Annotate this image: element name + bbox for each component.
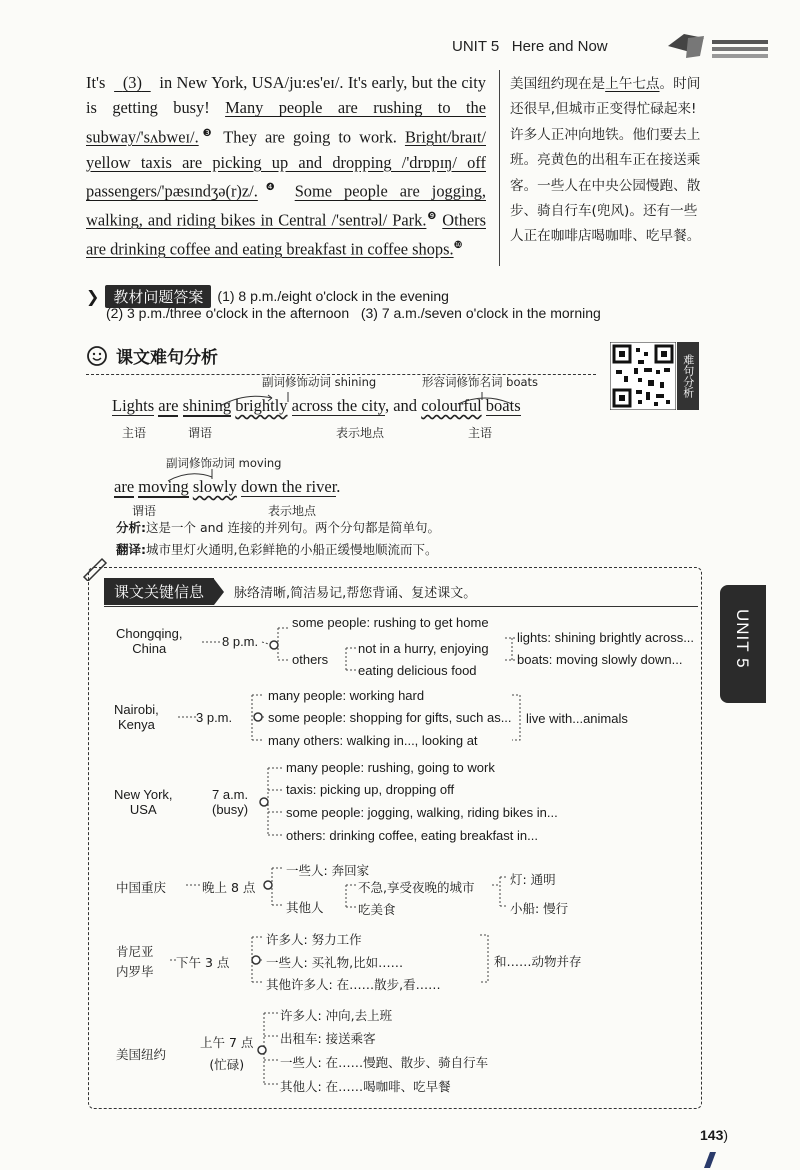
cn-ny-2: 出租车: 接送乘客 [280,1031,376,1046]
label-subject: 主语 [122,426,147,440]
cn-cq-city: 中国重庆 [116,880,167,895]
key-info-tag: 课文关键信息 [104,578,214,605]
corner-mark-icon [700,1148,724,1168]
conjunction: , and [384,396,418,415]
cn-cq-time: 晚上 8 点 [202,880,256,895]
analysis-text: 这是一个 and 连接的并列句。两个分句都是简单句。 [146,520,440,535]
cq-boats: boats: moving slowly down... [517,652,683,667]
cn-nb-time: 下午 3 点 [176,955,230,970]
ny-city [114,787,173,817]
adjective-word: colourful [421,396,482,415]
chevron-right-icon: ❯ [86,286,100,306]
side-tab-label: UNIT 5 [733,609,752,669]
label-predicate-2: 谓语 [132,504,157,518]
time: 7 a.m. [212,787,249,802]
nb-1: many people: working hard [268,688,425,703]
ny-4: others: drinking coffee, eating breakfast in... [286,828,538,843]
bracket-deco: ) [723,1127,729,1143]
cn-nb-1: 许多人: 努力工作 [266,932,362,947]
cn-ny-time [200,1032,253,1076]
cn-ny-4: 其他人: 在……喝咖啡、吃早餐 [280,1079,451,1094]
qr-label: 难句分析 [677,342,699,410]
label-predicate: 谓语 [188,426,213,440]
cn-nb-3: 其他许多人: 在……散步,看…… [266,977,441,992]
place-phrase: across the city [291,396,385,415]
predicate-word: shining [182,396,232,415]
nb-3: many others: walking in..., looking at [268,733,478,748]
subject-word: Lights [112,396,155,415]
busy-note: (忙碌) [209,1057,245,1072]
city-name: New York, [114,787,173,802]
cq-city [116,626,183,656]
nb-2: some people: shopping for gifts, such as... [268,710,512,725]
cn-ny-3: 一些人: 在……慢跑、散步、骑自行车 [280,1055,489,1070]
adverb-word: slowly [192,477,237,496]
predicate-word: are [114,477,135,496]
note-adjective-boats: 形容词修饰名词 boats [422,375,539,389]
passage-sentence: Some people are jogging, walking, and riding bikes in Central /'sentrəl/ Park. [86,181,486,230]
time: 上午 7 点 [200,1035,254,1050]
passage-sentence: Many people are rushing to the subway/'sʌbweɪ/. [86,98,486,147]
translation-label: 翻译: [116,542,146,557]
note-adverb-moving: 副词修饰动词 moving [166,456,282,470]
city-name: 内罗毕 [116,964,154,979]
city-name: Chongqing, [116,626,183,641]
cn-cq-1: 一些人: 奔回家 [286,863,370,878]
cq-o2: eating delicious food [358,663,477,678]
translation-highlight: 上午七点 [605,76,660,92]
header-title: Here and Now [511,38,608,55]
translation-text: 城市里灯火通明,色彩鲜艳的小船正缓慢地顺流而下。 [146,542,438,557]
cn-nb-2: 一些人: 买礼物,比如…… [266,955,404,970]
ny-3: some people: jogging, walking, riding bikes in... [286,805,558,820]
passage-text: in New York, USA/ju:es'eɪ/. It's early, but the city is getting busy! [86,73,486,118]
city-name: Nairobi, [114,702,159,717]
cn-ny-1: 许多人: 冲向,去上班 [280,1008,393,1023]
answer-2: (2) 3 p.m./three o'clock in the afternoon [106,305,350,321]
label-subject-2: 主语 [468,426,493,440]
note-marker: ❸ [198,127,216,139]
cn-cq-boats: 小船: 慢行 [510,901,569,916]
label-place: 表示地点 [336,426,385,440]
country-name: USA [129,802,157,817]
cn-ny-city: 美国纽约 [116,1047,167,1062]
ny-2: taxis: picking up, dropping off [286,782,455,797]
answer-1: (1) 8 p.m./eight o'clock in the evening [217,288,449,304]
page-number-text: 143 [700,1127,724,1143]
header-unit: UNIT 5 [452,38,500,55]
cn-cq-others: 其他人 [286,900,324,915]
cq-time: 8 p.m. [222,634,259,649]
period: . [336,477,341,496]
passage-sentence: They are going to work. [223,127,397,147]
cq-others: others [292,652,329,667]
cn-nb-city [116,942,154,982]
note-marker: ❾ [426,210,438,222]
cn-cq-o2: 吃美食 [358,902,396,917]
cq-o1: not in a hurry, enjoying [358,641,489,656]
cq-some: some people: rushing to get home [292,615,489,630]
adverb-word: brightly [235,396,288,415]
subject-word: boats [485,396,521,415]
translation-text: 。时间还很早,但城市正变得忙碌起来!许多人正冲向地铁。他们要去上班。亮黄色的出租车正在接送乘客。一些人在中央公园慢跑、散步、骑自行车(兜风)。还有一些人正在咖啡店喝咖啡、吃早餐。 [510,76,701,245]
cn-nb-right: 和……动物并存 [494,954,582,969]
analysis-label: 分析: [116,520,146,535]
answer-blank: (3) [122,73,142,92]
answer-3: (3) 7 a.m./seven o'clock in the morning [360,305,601,321]
nb-right: live with...animals [526,711,628,726]
note-marker: ❿ [453,239,463,251]
answers-tag: 教材问题答案 [105,285,211,308]
analysis-title-text: 课文难句分析 [116,348,218,368]
country-name: Kenya [117,717,155,732]
note-adverb-shining: 副词修饰动词 shining [262,375,377,389]
cn-cq-lights: 灯: 通明 [510,872,556,887]
place-phrase: down the river [240,477,337,496]
cq-lights: lights: shining brightly across... [517,630,695,645]
nb-time: 3 p.m. [196,710,233,725]
cn-cq-o1: 不急,享受夜晚的城市 [358,880,475,895]
ny-1: many people: rushing, going to work [286,760,495,775]
nb-city [114,702,159,732]
passage-sentence: Others are drinking coffee and eating breakfast in coffee shops. [86,210,486,259]
page-number [700,1127,728,1143]
country-name: China [132,641,167,656]
label-place-2: 表示地点 [268,504,317,518]
key-info-desc: 脉络清晰,简洁易记,帮您背诵、复述课文。 [234,586,477,601]
passage-text: It's [86,73,106,92]
ny-time [212,787,248,817]
predicate-word: moving [138,477,189,496]
busy-note: (busy) [212,802,249,817]
passage-sentence: Bright/braɪt/ yellow taxis are picking up and dropping /'drɒpɪŋ/ off passengers/'pæsɪndʒə(r)z/. [86,127,486,201]
unit-side-tab[interactable] [720,585,766,703]
note-marker: ❹ [257,182,283,194]
translation-text: 美国纽约现在是 [510,76,606,92]
predicate-word: are [158,396,179,415]
country-name: 肯尼亚 [116,944,154,959]
